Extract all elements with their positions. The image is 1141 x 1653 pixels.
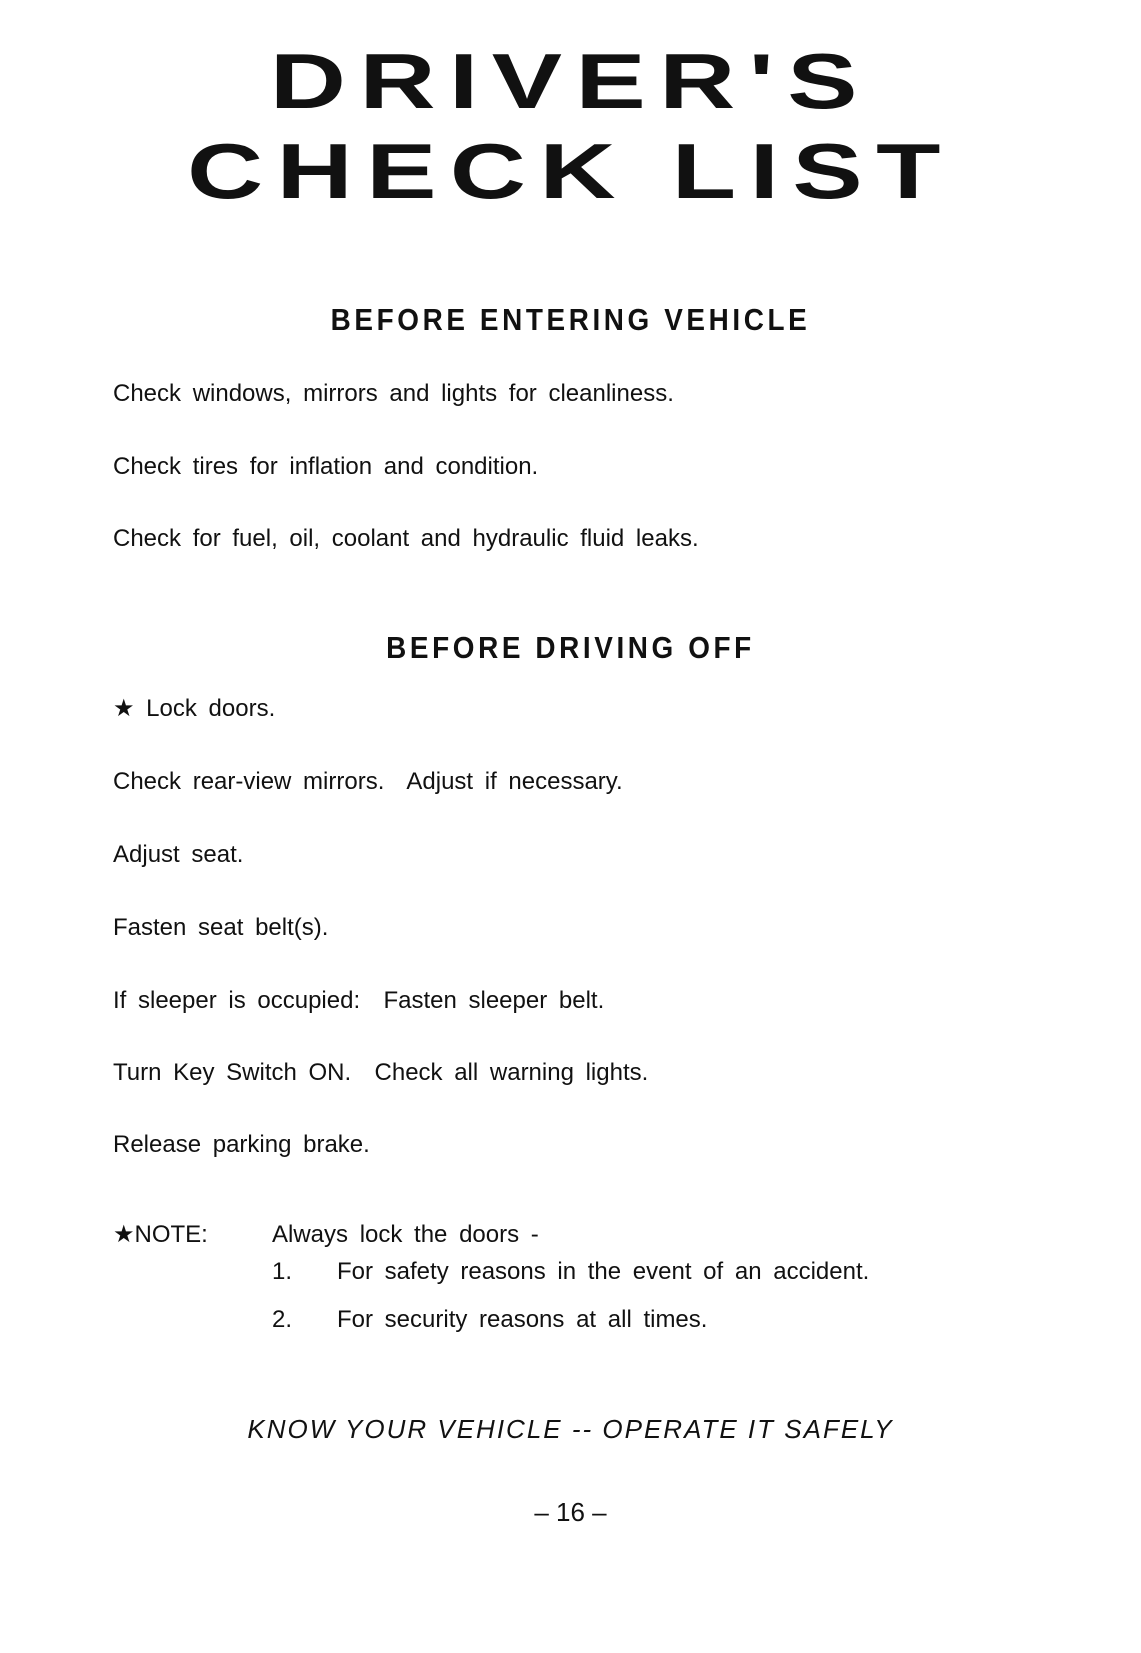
page-number: – 16 – bbox=[534, 1497, 607, 1527]
list-item: Check tires for inflation and condition. bbox=[113, 453, 539, 480]
note-point-number: 2. bbox=[272, 1306, 293, 1333]
list-item: Check windows, mirrors and lights for cleanliness. bbox=[113, 380, 674, 407]
note-point-text: For security reasons at all times. bbox=[337, 1306, 708, 1333]
note-point-text: For safety reasons in the event of an accident. bbox=[337, 1258, 870, 1285]
list-item: Turn Key Switch ON. Check all warning lights. bbox=[113, 1059, 649, 1086]
note-intro: Always lock the doors - bbox=[272, 1221, 539, 1248]
title-line-2: CHECK LIST bbox=[187, 127, 954, 215]
list-item: Check rear-view mirrors. Adjust if necessary. bbox=[113, 768, 623, 795]
list-item: ★ Lock doors. bbox=[113, 695, 276, 722]
list-item: If sleeper is occupied: Fasten sleeper belt. bbox=[113, 987, 605, 1014]
section-heading: BEFORE ENTERING VEHICLE bbox=[330, 302, 811, 337]
note-point-number: 1. bbox=[272, 1258, 293, 1285]
title-line-1: DRIVER'S bbox=[269, 37, 872, 125]
section-heading: BEFORE DRIVING OFF bbox=[386, 630, 755, 665]
list-item: Adjust seat. bbox=[113, 841, 244, 868]
tagline: KNOW YOUR VEHICLE -- OPERATE IT SAFELY bbox=[247, 1414, 894, 1444]
note-label: ★NOTE: bbox=[113, 1221, 208, 1248]
list-item: Fasten seat belt(s). bbox=[113, 914, 329, 941]
list-item: Release parking brake. bbox=[113, 1131, 370, 1158]
list-item: Check for fuel, oil, coolant and hydraulic fluid leaks. bbox=[113, 525, 699, 552]
